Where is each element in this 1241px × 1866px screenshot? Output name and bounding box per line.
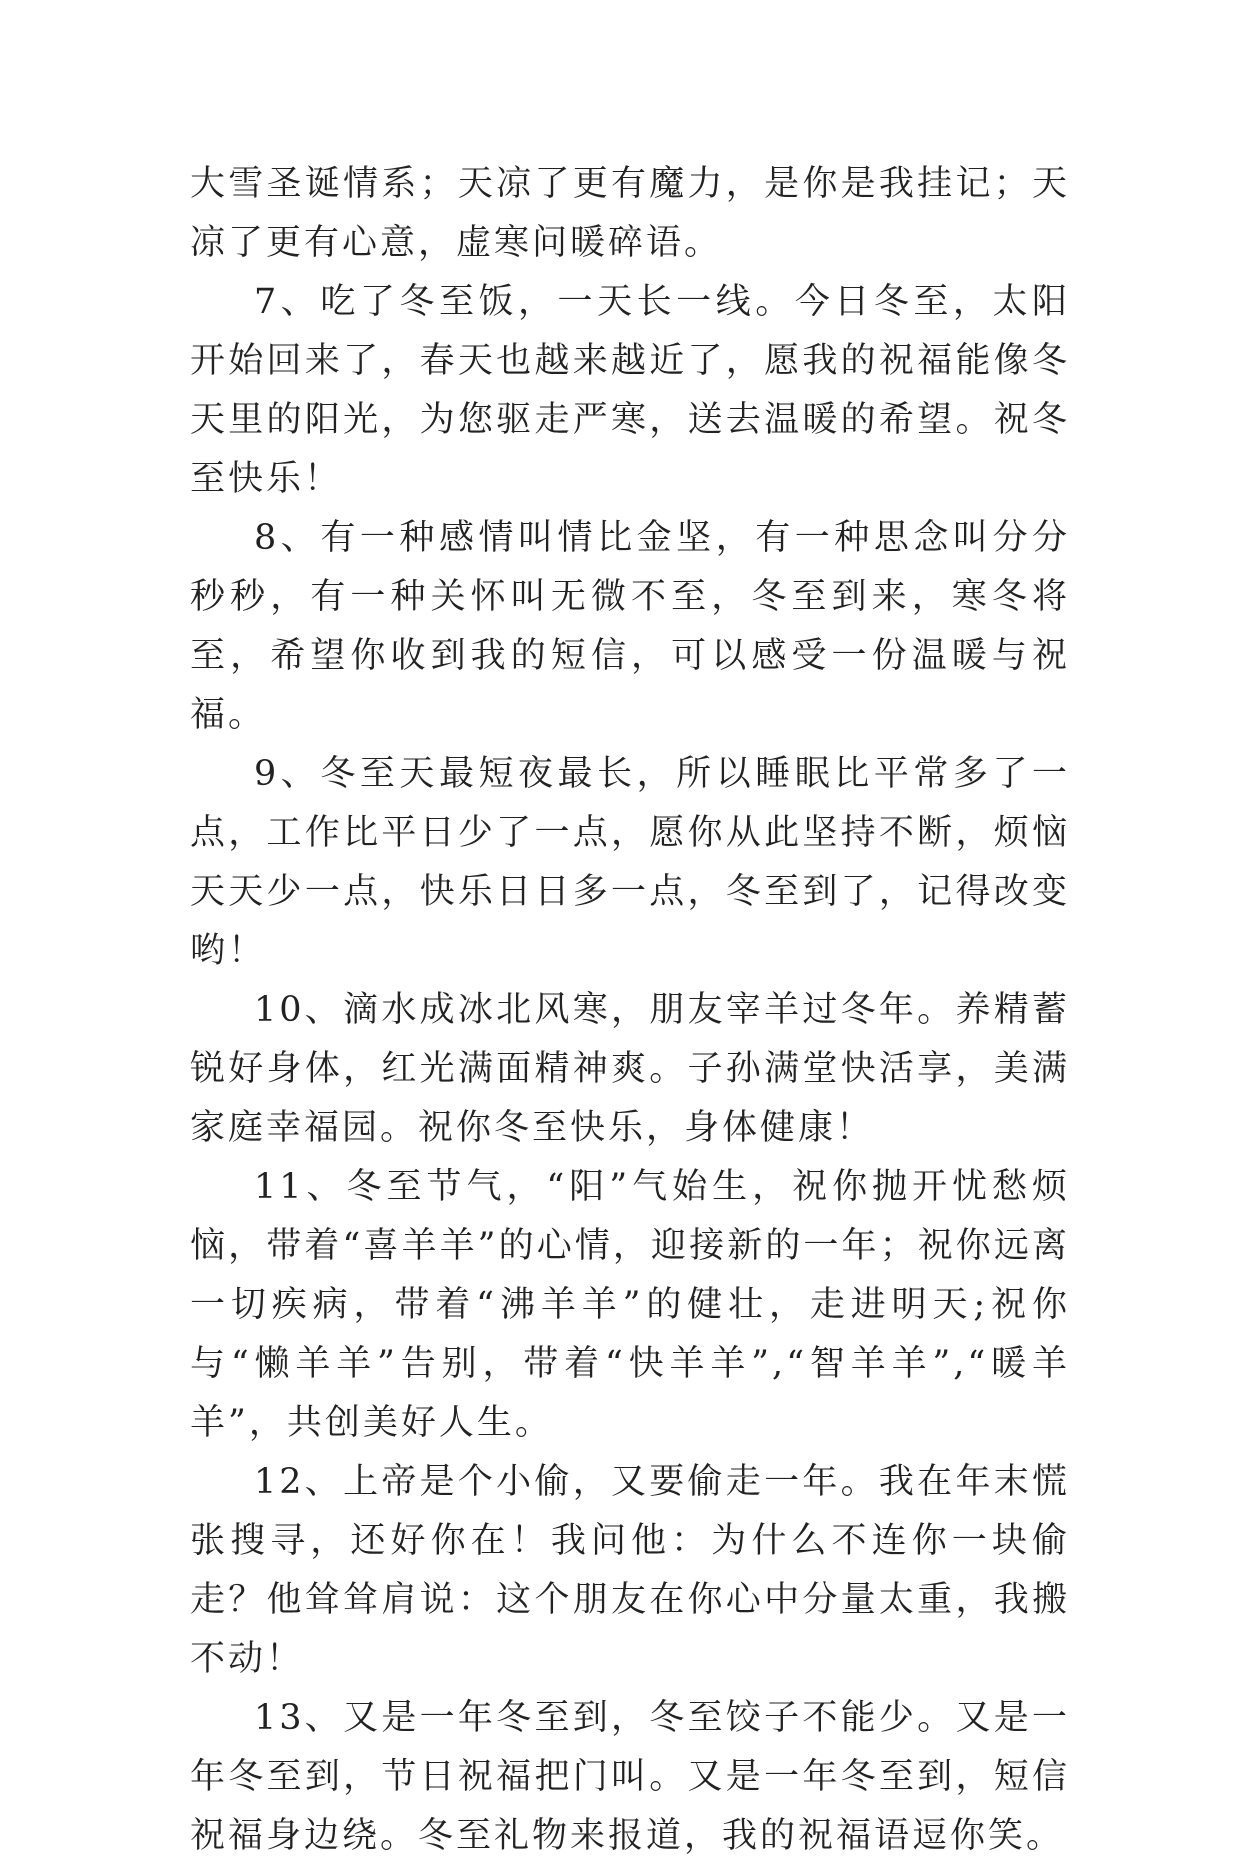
paragraph-9: 9、冬至天最短夜最长，所以睡眠比平常多了一点，工作比平日少了一点，愿你从此坚持不断，烦恼天天少一点，快乐日日多一点，冬至到了，记得改变哟！ [190,754,1070,971]
document-body [190,155,1070,1866]
paragraph-12: 12、上帝是个小偷，又要偷走一年。我在年末慌张搜寻，还好你在！我问他：为什么不连你一块偷走？他耸耸肩说：这个朋友在你心中分量太重，我搬不动！ [190,1462,1070,1679]
paragraph-10: 10、滴水成冰北风寒，朋友宰羊过冬年。养精蓄锐好身体，红光满面精神爽。子孙满堂快活享，美满家庭幸福园。祝你冬至快乐，身体健康！ [190,990,1070,1148]
paragraph-7: 7、吃了冬至饭，一天长一线。今日冬至，太阳开始回来了，春天也越来越近了，愿我的祝福能像冬天里的阳光，为您驱走严寒，送去温暖的希望。祝冬至快乐！ [190,282,1070,499]
paragraph-8: 8、有一种感情叫情比金坚，有一种思念叫分分秒秒，有一种关怀叫无微不至，冬至到来，寒冬将至，希望你收到我的短信，可以感受一份温暖与祝福。 [190,518,1070,735]
paragraph-continued: 大雪圣诞情系；天凉了更有魔力，是你是我挂记；天凉了更有心意，虚寒问暖碎语。 [190,164,1070,263]
paragraph-11: 11、冬至节气，“阳”气始生，祝你抛开忧愁烦恼，带着“喜羊羊”的心情，迎接新的一年；祝你远离一切疾病，带着“沸羊羊”的健壮，走进明天;祝你与“懒羊羊”告别，带着“快羊羊”,“智羊羊”,“暖羊羊”，共创美好人生。 [190,1167,1070,1443]
paragraph-13: 13、又是一年冬至到，冬至饺子不能少。又是一年冬至到，节日祝福把门叫。又是一年冬至到，短信祝福身边绕。冬至礼物来报道，我的祝福语逗你笑。 [190,1698,1070,1856]
